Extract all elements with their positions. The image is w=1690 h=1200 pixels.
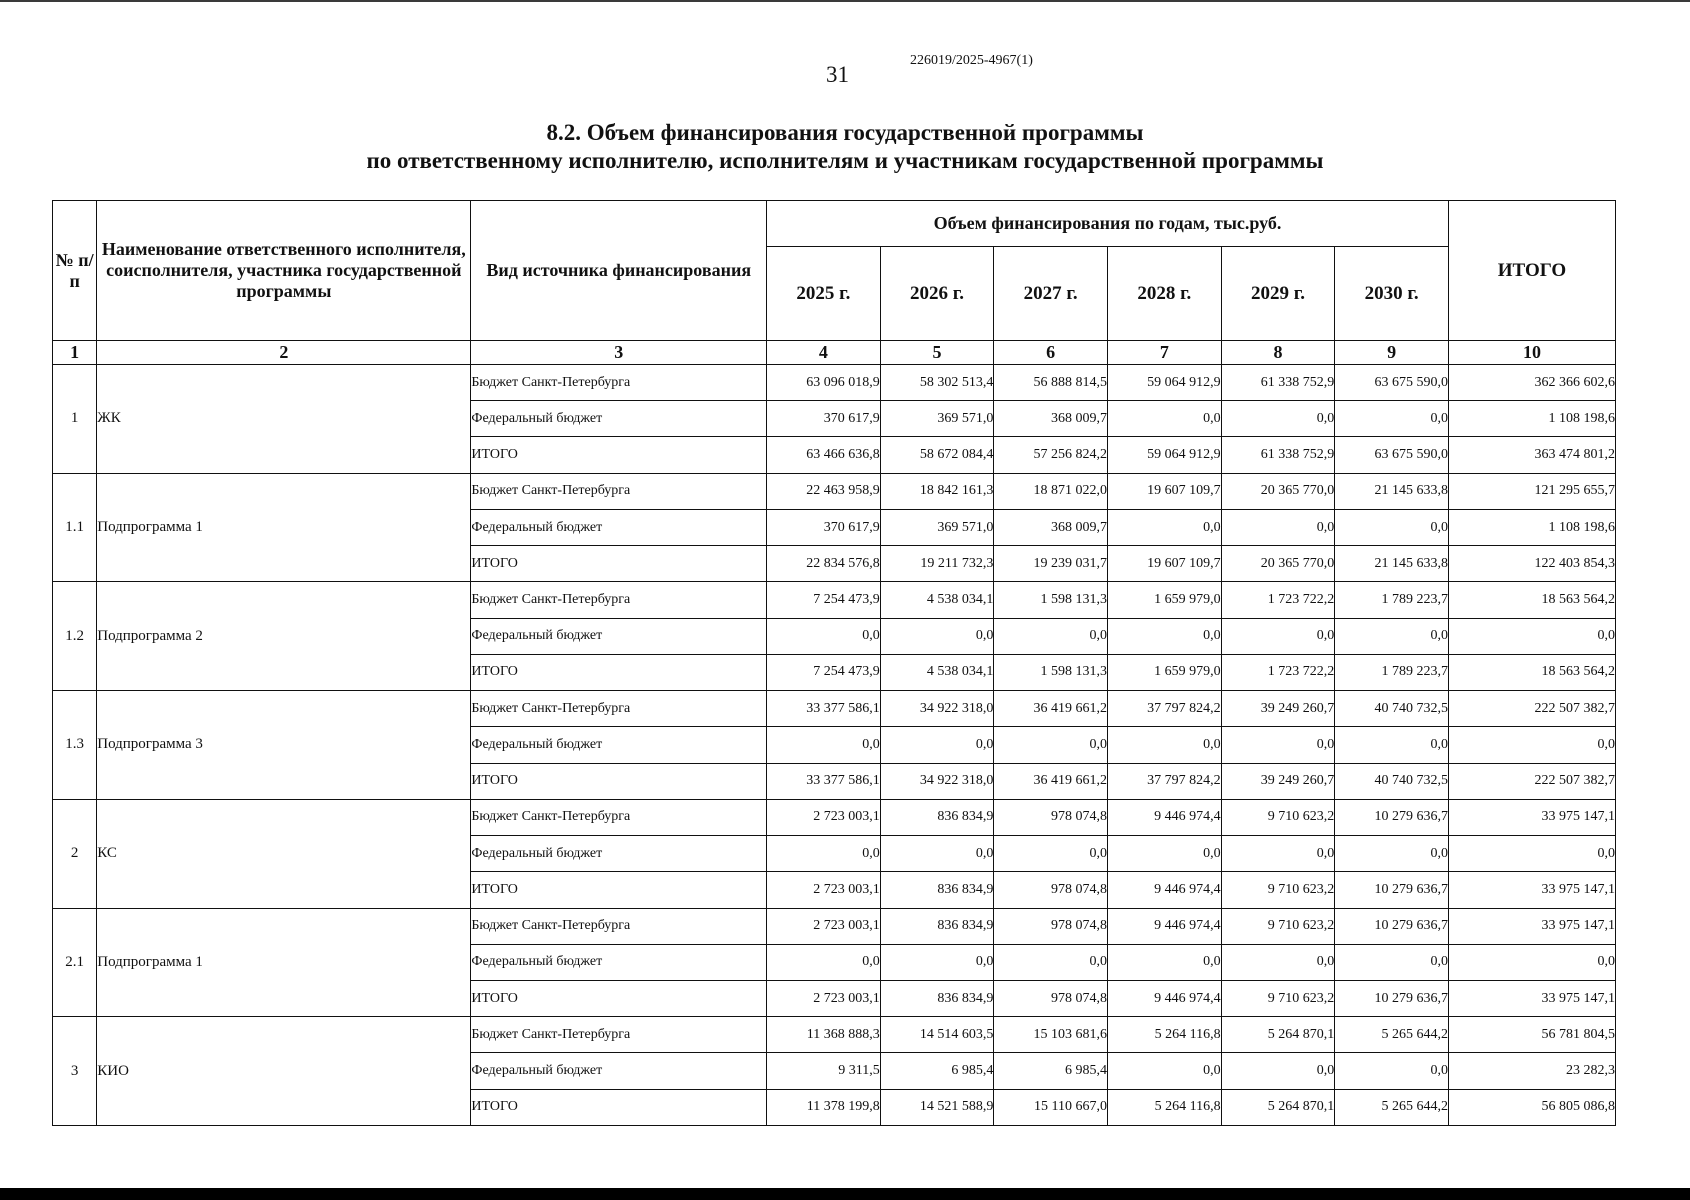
header-num: № п/п (53, 201, 97, 341)
amount-cell: 9 446 974,4 (1108, 799, 1222, 835)
amount-cell: 0,0 (1221, 727, 1335, 763)
executor-name: Подпрограмма 1 (97, 473, 471, 582)
amount-cell: 1 789 223,7 (1335, 582, 1449, 618)
amount-cell: 33 377 586,1 (767, 691, 881, 727)
total-cell: 23 282,3 (1448, 1053, 1615, 1089)
total-cell: 56 781 804,5 (1448, 1017, 1615, 1053)
executor-name: Подпрограмма 2 (97, 582, 471, 691)
amount-cell: 0,0 (1221, 618, 1335, 654)
amount-cell: 0,0 (1221, 509, 1335, 545)
executor-name: КС (97, 799, 471, 908)
executor-name: Подпрограмма 3 (97, 691, 471, 800)
amount-cell: 19 607 109,7 (1108, 473, 1222, 509)
amount-cell: 836 834,9 (880, 872, 994, 908)
row-number: 1.2 (53, 582, 97, 691)
column-number: 6 (994, 341, 1108, 365)
amount-cell: 6 985,4 (994, 1053, 1108, 1089)
amount-cell: 63 096 018,9 (767, 365, 881, 401)
funding-source: ИТОГО (471, 763, 767, 799)
funding-source: Федеральный бюджет (471, 1053, 767, 1089)
amount-cell: 370 617,9 (767, 509, 881, 545)
page-number: 31 (826, 62, 849, 87)
total-cell: 1 108 198,6 (1448, 509, 1615, 545)
amount-cell: 9 446 974,4 (1108, 908, 1222, 944)
amount-cell: 0,0 (994, 836, 1108, 872)
total-cell: 222 507 382,7 (1448, 691, 1615, 727)
total-cell: 18 563 564,2 (1448, 654, 1615, 690)
amount-cell: 0,0 (880, 727, 994, 763)
amount-cell: 0,0 (1221, 401, 1335, 437)
amount-cell: 0,0 (1108, 401, 1222, 437)
amount-cell: 19 607 109,7 (1108, 546, 1222, 582)
funding-source: Бюджет Санкт-Петербурга (471, 582, 767, 618)
executor-name: КИО (97, 1017, 471, 1126)
amount-cell: 5 264 870,1 (1221, 1017, 1335, 1053)
amount-cell: 34 922 318,0 (880, 691, 994, 727)
amount-cell: 37 797 824,2 (1108, 763, 1222, 799)
amount-cell: 0,0 (1335, 944, 1449, 980)
amount-cell: 836 834,9 (880, 799, 994, 835)
funding-source: Бюджет Санкт-Петербурга (471, 908, 767, 944)
funding-source: Бюджет Санкт-Петербурга (471, 365, 767, 401)
total-cell: 362 366 602,6 (1448, 365, 1615, 401)
total-cell: 0,0 (1448, 618, 1615, 654)
funding-source: Федеральный бюджет (471, 727, 767, 763)
amount-cell: 10 279 636,7 (1335, 908, 1449, 944)
total-cell: 56 805 086,8 (1448, 1089, 1615, 1125)
amount-cell: 368 009,7 (994, 401, 1108, 437)
header-year-2025: 2025 г. (767, 247, 881, 341)
amount-cell: 22 834 576,8 (767, 546, 881, 582)
amount-cell: 11 378 199,8 (767, 1089, 881, 1125)
funding-source: ИТОГО (471, 654, 767, 690)
amount-cell: 58 302 513,4 (880, 365, 994, 401)
amount-cell: 2 723 003,1 (767, 872, 881, 908)
amount-cell: 57 256 824,2 (994, 437, 1108, 473)
funding-source: Бюджет Санкт-Петербурга (471, 691, 767, 727)
column-number: 1 (53, 341, 97, 365)
amount-cell: 9 710 623,2 (1221, 908, 1335, 944)
amount-cell: 9 446 974,4 (1108, 980, 1222, 1016)
amount-cell: 0,0 (1108, 836, 1222, 872)
total-cell: 18 563 564,2 (1448, 582, 1615, 618)
total-cell: 33 975 147,1 (1448, 980, 1615, 1016)
funding-source: ИТОГО (471, 437, 767, 473)
amount-cell: 36 419 661,2 (994, 691, 1108, 727)
amount-cell: 11 368 888,3 (767, 1017, 881, 1053)
column-number: 5 (880, 341, 994, 365)
amount-cell: 5 264 116,8 (1108, 1017, 1222, 1053)
table-row (53, 582, 1616, 618)
header-year-2027: 2027 г. (994, 247, 1108, 341)
amount-cell: 0,0 (994, 618, 1108, 654)
amount-cell: 9 446 974,4 (1108, 872, 1222, 908)
amount-cell: 21 145 633,8 (1335, 546, 1449, 582)
column-number: 2 (97, 341, 471, 365)
amount-cell: 369 571,0 (880, 509, 994, 545)
header-year-2030: 2030 г. (1335, 247, 1449, 341)
amount-cell: 0,0 (767, 944, 881, 980)
page-top-edge (0, 0, 1690, 2)
section-subtitle: по ответственному исполнителю, исполнителям и участникам государственной программы (366, 148, 1324, 173)
header-executor-name: Наименование ответственного исполнителя, соисполнителя, участника государственной программы (97, 201, 471, 341)
row-number: 1.3 (53, 691, 97, 800)
amount-cell: 56 888 814,5 (994, 365, 1108, 401)
column-number: 9 (1335, 341, 1449, 365)
funding-source: Федеральный бюджет (471, 944, 767, 980)
funding-source: Федеральный бюджет (471, 401, 767, 437)
amount-cell: 9 710 623,2 (1221, 980, 1335, 1016)
amount-cell: 369 571,0 (880, 401, 994, 437)
amount-cell: 0,0 (1335, 1053, 1449, 1089)
amount-cell: 4 538 034,1 (880, 582, 994, 618)
amount-cell: 0,0 (1108, 618, 1222, 654)
amount-cell: 0,0 (1335, 727, 1449, 763)
amount-cell: 0,0 (1108, 1053, 1222, 1089)
amount-cell: 2 723 003,1 (767, 908, 881, 944)
amount-cell: 15 103 681,6 (994, 1017, 1108, 1053)
amount-cell: 5 265 644,2 (1335, 1017, 1449, 1053)
amount-cell: 836 834,9 (880, 980, 994, 1016)
funding-source: Бюджет Санкт-Петербурга (471, 799, 767, 835)
amount-cell: 22 463 958,9 (767, 473, 881, 509)
amount-cell: 37 797 824,2 (1108, 691, 1222, 727)
section-title: 8.2. Объем финансирования государственной программы (546, 120, 1144, 145)
row-number: 1 (53, 365, 97, 474)
amount-cell: 5 264 870,1 (1221, 1089, 1335, 1125)
amount-cell: 368 009,7 (994, 509, 1108, 545)
amount-cell: 2 723 003,1 (767, 799, 881, 835)
amount-cell: 63 675 590,0 (1335, 437, 1449, 473)
amount-cell: 0,0 (1221, 836, 1335, 872)
amount-cell: 39 249 260,7 (1221, 691, 1335, 727)
funding-source: ИТОГО (471, 872, 767, 908)
amount-cell: 0,0 (880, 836, 994, 872)
total-cell: 0,0 (1448, 727, 1615, 763)
table-row (53, 799, 1616, 835)
amount-cell: 0,0 (1221, 944, 1335, 980)
row-number: 2 (53, 799, 97, 908)
amount-cell: 0,0 (1335, 836, 1449, 872)
amount-cell: 1 723 722,2 (1221, 582, 1335, 618)
amount-cell: 0,0 (1221, 1053, 1335, 1089)
header-yearly-volume: Объем финансирования по годам, тыс.руб. (767, 201, 1449, 247)
amount-cell: 1 659 979,0 (1108, 582, 1222, 618)
amount-cell: 59 064 912,9 (1108, 365, 1222, 401)
amount-cell: 0,0 (1108, 509, 1222, 545)
amount-cell: 1 598 131,3 (994, 582, 1108, 618)
amount-cell: 5 265 644,2 (1335, 1089, 1449, 1125)
total-cell: 33 975 147,1 (1448, 908, 1615, 944)
amount-cell: 0,0 (1108, 727, 1222, 763)
amount-cell: 9 311,5 (767, 1053, 881, 1089)
amount-cell: 61 338 752,9 (1221, 365, 1335, 401)
funding-source: Федеральный бюджет (471, 509, 767, 545)
table-row (53, 1017, 1616, 1053)
amount-cell: 36 419 661,2 (994, 763, 1108, 799)
header-year-2028: 2028 г. (1108, 247, 1222, 341)
amount-cell: 40 740 732,5 (1335, 691, 1449, 727)
amount-cell: 978 074,8 (994, 908, 1108, 944)
total-cell: 222 507 382,7 (1448, 763, 1615, 799)
financing-table (52, 200, 1616, 1126)
amount-cell: 59 064 912,9 (1108, 437, 1222, 473)
amount-cell: 0,0 (1335, 401, 1449, 437)
amount-cell: 14 521 588,9 (880, 1089, 994, 1125)
funding-source: Бюджет Санкт-Петербурга (471, 1017, 767, 1053)
amount-cell: 19 239 031,7 (994, 546, 1108, 582)
amount-cell: 20 365 770,0 (1221, 473, 1335, 509)
header-year-2029: 2029 г. (1221, 247, 1335, 341)
amount-cell: 58 672 084,4 (880, 437, 994, 473)
amount-cell: 1 659 979,0 (1108, 654, 1222, 690)
row-number: 3 (53, 1017, 97, 1126)
header-total: ИТОГО (1448, 201, 1615, 341)
amount-cell: 10 279 636,7 (1335, 980, 1449, 1016)
amount-cell: 0,0 (1335, 509, 1449, 545)
amount-cell: 6 985,4 (880, 1053, 994, 1089)
amount-cell: 0,0 (767, 618, 881, 654)
amount-cell: 7 254 473,9 (767, 582, 881, 618)
amount-cell: 7 254 473,9 (767, 654, 881, 690)
total-cell: 0,0 (1448, 836, 1615, 872)
amount-cell: 18 842 161,3 (880, 473, 994, 509)
total-cell: 122 403 854,3 (1448, 546, 1615, 582)
table-row (53, 908, 1616, 944)
funding-source: ИТОГО (471, 980, 767, 1016)
amount-cell: 0,0 (767, 727, 881, 763)
amount-cell: 10 279 636,7 (1335, 799, 1449, 835)
table-row (53, 473, 1616, 509)
amount-cell: 4 538 034,1 (880, 654, 994, 690)
amount-cell: 0,0 (880, 618, 994, 654)
column-number: 7 (1108, 341, 1222, 365)
executor-name: ЖК (97, 365, 471, 474)
amount-cell: 0,0 (767, 836, 881, 872)
amount-cell: 1 789 223,7 (1335, 654, 1449, 690)
amount-cell: 21 145 633,8 (1335, 473, 1449, 509)
table-body (53, 365, 1616, 1126)
funding-source: ИТОГО (471, 1089, 767, 1125)
amount-cell: 9 710 623,2 (1221, 799, 1335, 835)
funding-source: Федеральный бюджет (471, 618, 767, 654)
amount-cell: 14 514 603,5 (880, 1017, 994, 1053)
amount-cell: 0,0 (1335, 618, 1449, 654)
header-funding-source: Вид источника финансирования (471, 201, 767, 341)
amount-cell: 2 723 003,1 (767, 980, 881, 1016)
funding-source: Федеральный бюджет (471, 836, 767, 872)
amount-cell: 9 710 623,2 (1221, 872, 1335, 908)
column-number: 10 (1448, 341, 1615, 365)
amount-cell: 63 466 636,8 (767, 437, 881, 473)
executor-name: Подпрограмма 1 (97, 908, 471, 1017)
amount-cell: 978 074,8 (994, 980, 1108, 1016)
amount-cell: 5 264 116,8 (1108, 1089, 1222, 1125)
table-row (53, 691, 1616, 727)
amount-cell: 0,0 (994, 944, 1108, 980)
amount-cell: 0,0 (1108, 944, 1222, 980)
amount-cell: 0,0 (994, 727, 1108, 763)
amount-cell: 836 834,9 (880, 908, 994, 944)
amount-cell: 20 365 770,0 (1221, 546, 1335, 582)
column-numbers-row (53, 341, 1616, 365)
amount-cell: 978 074,8 (994, 872, 1108, 908)
total-cell: 33 975 147,1 (1448, 872, 1615, 908)
amount-cell: 19 211 732,3 (880, 546, 994, 582)
amount-cell: 39 249 260,7 (1221, 763, 1335, 799)
table-row (53, 365, 1616, 401)
amount-cell: 1 723 722,2 (1221, 654, 1335, 690)
row-number: 1.1 (53, 473, 97, 582)
amount-cell: 15 110 667,0 (994, 1089, 1108, 1125)
total-cell: 0,0 (1448, 944, 1615, 980)
amount-cell: 0,0 (880, 944, 994, 980)
amount-cell: 63 675 590,0 (1335, 365, 1449, 401)
amount-cell: 370 617,9 (767, 401, 881, 437)
column-number: 4 (767, 341, 881, 365)
column-number: 3 (471, 341, 767, 365)
amount-cell: 61 338 752,9 (1221, 437, 1335, 473)
amount-cell: 1 598 131,3 (994, 654, 1108, 690)
total-cell: 33 975 147,1 (1448, 799, 1615, 835)
total-cell: 1 108 198,6 (1448, 401, 1615, 437)
funding-source: Бюджет Санкт-Петербурга (471, 473, 767, 509)
funding-source: ИТОГО (471, 546, 767, 582)
page-bottom-edge (0, 1188, 1690, 1200)
row-number: 2.1 (53, 908, 97, 1017)
document-code: 226019/2025-4967(1) (910, 53, 1033, 68)
amount-cell: 10 279 636,7 (1335, 872, 1449, 908)
column-number: 8 (1221, 341, 1335, 365)
amount-cell: 978 074,8 (994, 799, 1108, 835)
amount-cell: 34 922 318,0 (880, 763, 994, 799)
header-year-2026: 2026 г. (880, 247, 994, 341)
amount-cell: 33 377 586,1 (767, 763, 881, 799)
amount-cell: 18 871 022,0 (994, 473, 1108, 509)
amount-cell: 40 740 732,5 (1335, 763, 1449, 799)
total-cell: 121 295 655,7 (1448, 473, 1615, 509)
total-cell: 363 474 801,2 (1448, 437, 1615, 473)
